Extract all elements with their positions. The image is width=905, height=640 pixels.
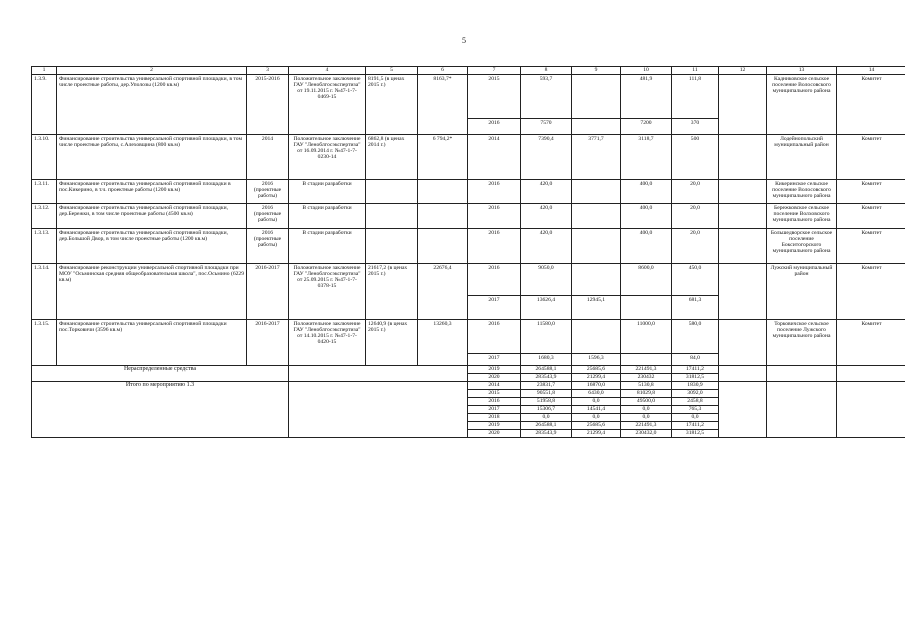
regional-cell: 400,0: [621, 229, 672, 264]
total-cell: 283543,9: [521, 374, 572, 382]
item-number: 1.3.13.: [32, 229, 57, 264]
unallocated-label: Нераспределенные средства: [32, 366, 289, 382]
year-cell: 2017: [468, 296, 521, 320]
item-name: Финансирование строительства универсальной спортивной площадки, дер.Бережки, в том числе проектные работы (4500 кв.м): [57, 204, 247, 229]
item-name: Финансирование строительства универсальной спортивной площадки, в том числе проектные работы, с.Алеховщина (800 кв.м): [57, 135, 247, 180]
item-expertise: В стадии разработки: [289, 180, 366, 204]
column-header: 14: [837, 67, 905, 75]
item-executor: Комитет: [837, 264, 905, 320]
item-name: Финансирование реконструкции универсальной спортивной площадки при МОУ "Осьминская средняя общеобразовательная школа", пос.Осьмино (6229 кв.м): [57, 264, 247, 320]
year-cell: 2015: [468, 390, 521, 398]
column-header: 13: [767, 67, 837, 75]
blank-cell: [767, 366, 837, 382]
total-cell: 420,0: [521, 204, 572, 229]
federal-cell: [572, 229, 621, 264]
local-cell: 17411,2: [672, 422, 719, 430]
item-name: Финансирование строительства универсальной спортивной площадки, дер.Большой Двор, в том числе проектные работы (1200 кв.м): [57, 229, 247, 264]
year-cell: 2016: [468, 204, 521, 229]
item-cost-current: 8163,7*: [418, 75, 468, 135]
federal-cell: 21299,4: [572, 374, 621, 382]
total-cell: 283543,9: [521, 430, 572, 438]
table-row: [32, 75, 905, 119]
federal-cell: 14541,4: [572, 406, 621, 414]
item-period: 2016 (проектные работы): [247, 229, 289, 264]
item-number: 1.3.11.: [32, 180, 57, 204]
table-row: [32, 382, 905, 390]
item-executor: Комитет: [837, 204, 905, 229]
item-period: 2016 (проектные работы): [247, 180, 289, 204]
federal-cell: [572, 119, 621, 135]
item-period: 2016 (проектные работы): [247, 204, 289, 229]
local-cell: 31812,5: [672, 430, 719, 438]
item-expertise: В стадии разработки: [289, 204, 366, 229]
col12-cell: [719, 204, 767, 229]
item-cost-estimate: 21617,2 (в ценах 2015 г.): [366, 264, 418, 320]
year-cell: 2016: [468, 180, 521, 204]
local-cell: 1830,9: [672, 382, 719, 390]
item-period: 2015-2016: [247, 75, 289, 135]
blank-cell: [837, 382, 905, 438]
item-expertise: Положительное заключение ГАУ "Леноблгосэкспертиза" от 25.09.2015 г. №47-1-7-0378-15: [289, 264, 366, 320]
item-name: Финансирование строительства универсальной спортивной площадки, в том числе проектные работы, дер.Уполозы (1200 кв.м): [57, 75, 247, 135]
regional-cell: 481,9: [621, 75, 672, 119]
item-cost-current: 13260,3: [418, 320, 468, 366]
regional-cell: 230432: [621, 374, 672, 382]
item-recipient: Кикеринское сельское поселение Волосовского муниципального района: [767, 180, 837, 204]
blank-cell: [289, 366, 468, 382]
regional-cell: 3118,7: [621, 135, 672, 180]
local-cell: 84,0: [672, 354, 719, 366]
regional-cell: 5130,8: [621, 382, 672, 390]
total-cell: 420,0: [521, 180, 572, 204]
col12-cell: [719, 264, 767, 320]
item-number: 1.3.10.: [32, 135, 57, 180]
item-executor: Комитет: [837, 229, 905, 264]
table-row: [32, 135, 905, 180]
total-cell: 15306,7: [521, 406, 572, 414]
regional-cell: 11000,0: [621, 320, 672, 354]
column-header: 10: [621, 67, 672, 75]
program-table: [31, 66, 905, 438]
item-expertise: Положительное заключение ГАУ "Леноблгосэкспертиза" от 19.11.2015 г. №47-1-7-0469-15: [289, 75, 366, 135]
total-cell: 9050,0: [521, 264, 572, 296]
year-cell: 2015: [468, 75, 521, 119]
item-recipient: Бережковское сельское поселение Волховского муниципального района: [767, 204, 837, 229]
column-header: 2: [57, 67, 247, 75]
federal-cell: 21299,4: [572, 430, 621, 438]
item-cost-current: 22676,4: [418, 264, 468, 320]
item-cost-estimate: [366, 229, 418, 264]
regional-cell: 221491,3: [621, 422, 672, 430]
regional-cell: 230432,0: [621, 430, 672, 438]
federal-cell: 0,0: [572, 398, 621, 406]
total-cell: 7390,4: [521, 135, 572, 180]
item-cost-estimate: [366, 180, 418, 204]
year-cell: 2016: [468, 398, 521, 406]
local-cell: 370: [672, 119, 719, 135]
federal-cell: 3771,7: [572, 135, 621, 180]
item-recipient: Торковичское сельское поселение Лужского муниципального района: [767, 320, 837, 366]
total-cell: 90551,8: [521, 390, 572, 398]
regional-cell: [621, 296, 672, 320]
item-cost-estimate: [366, 204, 418, 229]
year-cell: 2016: [468, 229, 521, 264]
blank-cell: [719, 382, 767, 438]
year-cell: 2020: [468, 374, 521, 382]
local-cell: 580,0: [672, 320, 719, 354]
table-row: [32, 180, 905, 204]
federal-cell: 6430,0: [572, 390, 621, 398]
federal-cell: 16870,0: [572, 382, 621, 390]
item-executor: Комитет: [837, 135, 905, 180]
item-cost-estimate: 6862,8 (в ценах 2014 г.): [366, 135, 418, 180]
regional-cell: 0,0: [621, 406, 672, 414]
table-row: [32, 366, 905, 374]
column-header: 3: [247, 67, 289, 75]
year-cell: 2016: [468, 264, 521, 296]
total-cell: 1680,3: [521, 354, 572, 366]
regional-cell: 8600,0: [621, 264, 672, 296]
year-cell: 2019: [468, 422, 521, 430]
total-cell: 264588,1: [521, 422, 572, 430]
blank-cell: [837, 366, 905, 382]
regional-cell: 400,0: [621, 204, 672, 229]
regional-cell: [621, 354, 672, 366]
column-header: 11: [672, 67, 719, 75]
column-header: 5: [366, 67, 418, 75]
year-cell: 2016: [468, 119, 521, 135]
header-row: [32, 67, 905, 75]
federal-cell: [572, 204, 621, 229]
item-executor: Комитет: [837, 180, 905, 204]
item-period: 2016-2017: [247, 264, 289, 320]
regional-cell: 0,0: [621, 414, 672, 422]
total-label: Итого по мероприятию 1.3: [32, 382, 289, 438]
year-cell: 2019: [468, 366, 521, 374]
local-cell: 111,8: [672, 75, 719, 119]
local-cell: 3092,0: [672, 390, 719, 398]
year-cell: 2018: [468, 414, 521, 422]
item-recipient: Лужский муниципальный район: [767, 264, 837, 320]
federal-cell: 25685,6: [572, 366, 621, 374]
total-cell: 51958,8: [521, 398, 572, 406]
item-executor: Комитет: [837, 320, 905, 366]
item-period: 2016-2017: [247, 320, 289, 366]
local-cell: 765,3: [672, 406, 719, 414]
item-number: 1.3.14.: [32, 264, 57, 320]
federal-cell: 25685,6: [572, 422, 621, 430]
table-row: [32, 264, 905, 296]
federal-cell: [572, 75, 621, 119]
total-cell: 264588,1: [521, 366, 572, 374]
item-cost-current: 6 794,2*: [418, 135, 468, 180]
column-header: 4: [289, 67, 366, 75]
total-cell: 0,0: [521, 414, 572, 422]
item-expertise: Положительное заключение ГАУ "Леноблгосэкспертиза" от 14.10.2015 г. №47-1-7-0420-15: [289, 320, 366, 366]
column-header: 9: [572, 67, 621, 75]
local-cell: 20,0: [672, 204, 719, 229]
federal-cell: [572, 320, 621, 354]
total-cell: 7570: [521, 119, 572, 135]
local-cell: 31812,5: [672, 374, 719, 382]
item-executor: Комитет: [837, 75, 905, 135]
total-cell: 23831,7: [521, 382, 572, 390]
total-cell: 11580,0: [521, 320, 572, 354]
item-cost-current: [418, 229, 468, 264]
total-cell: 420,0: [521, 229, 572, 264]
item-expertise: Положительное заключение ГАУ "Леноблгосэкспертиза" от 16.09.2014 г. №47-1-7-0230-14: [289, 135, 366, 180]
year-cell: 2017: [468, 354, 521, 366]
column-header: 7: [468, 67, 521, 75]
col12-cell: [719, 229, 767, 264]
column-header: 12: [719, 67, 767, 75]
local-cell: 20,0: [672, 180, 719, 204]
item-recipient: Большедворское сельское поселение Бокситогорского муниципального района: [767, 229, 837, 264]
local-cell: 20,0: [672, 229, 719, 264]
total-cell: 593,7: [521, 75, 572, 119]
federal-cell: 1596,3: [572, 354, 621, 366]
year-cell: 2020: [468, 430, 521, 438]
blank-cell: [289, 382, 468, 438]
local-cell: 450,0: [672, 264, 719, 296]
local-cell: 681,3: [672, 296, 719, 320]
item-number: 1.3.9.: [32, 75, 57, 135]
year-cell: 2014: [468, 135, 521, 180]
column-header: 1: [32, 67, 57, 75]
local-cell: 500: [672, 135, 719, 180]
item-recipient: Лодейнопольский муниципальный район: [767, 135, 837, 180]
item-expertise: В стадии разработки: [289, 229, 366, 264]
regional-cell: 7200: [621, 119, 672, 135]
local-cell: 17411,2: [672, 366, 719, 374]
total-cell: 13626,4: [521, 296, 572, 320]
year-cell: 2016: [468, 320, 521, 354]
item-number: 1.3.12.: [32, 204, 57, 229]
item-name: Финансирование строительства универсальной спортивной площадки пос.Торковичи (3596 кв.м): [57, 320, 247, 366]
blank-cell: [719, 366, 767, 382]
item-number: 1.3.15.: [32, 320, 57, 366]
col12-cell: [719, 75, 767, 135]
table-row: [32, 204, 905, 229]
regional-cell: 400,0: [621, 180, 672, 204]
federal-cell: [572, 264, 621, 296]
blank-cell: [767, 382, 837, 438]
column-header: 6: [418, 67, 468, 75]
regional-cell: 49500,0: [621, 398, 672, 406]
year-cell: 2014: [468, 382, 521, 390]
item-name: Финансирование строительства универсальной спортивной площадки в пос.Кикерино, в т.ч. проектные работы (1200 кв.м): [57, 180, 247, 204]
col12-cell: [719, 180, 767, 204]
item-cost-current: [418, 204, 468, 229]
year-cell: 2017: [468, 406, 521, 414]
regional-cell: 221491,3: [621, 366, 672, 374]
item-period: 2014: [247, 135, 289, 180]
item-cost-current: [418, 180, 468, 204]
table-row: [32, 320, 905, 354]
item-cost-estimate: 12640,9 (в ценах 2015 г.): [366, 320, 418, 366]
federal-cell: [572, 180, 621, 204]
col12-cell: [719, 135, 767, 180]
federal-cell: 12945,1: [572, 296, 621, 320]
item-recipient: Кадниковское сельское поселение Волосовского муниципального района: [767, 75, 837, 135]
local-cell: 2458,8: [672, 398, 719, 406]
page-number: 5: [462, 36, 466, 45]
item-cost-estimate: 8191,5 (в ценах 2015 г.): [366, 75, 418, 135]
local-cell: 0,0: [672, 414, 719, 422]
regional-cell: 81029,8: [621, 390, 672, 398]
col12-cell: [719, 320, 767, 366]
table-row: [32, 229, 905, 264]
federal-cell: 0,0: [572, 414, 621, 422]
column-header: 8: [521, 67, 572, 75]
